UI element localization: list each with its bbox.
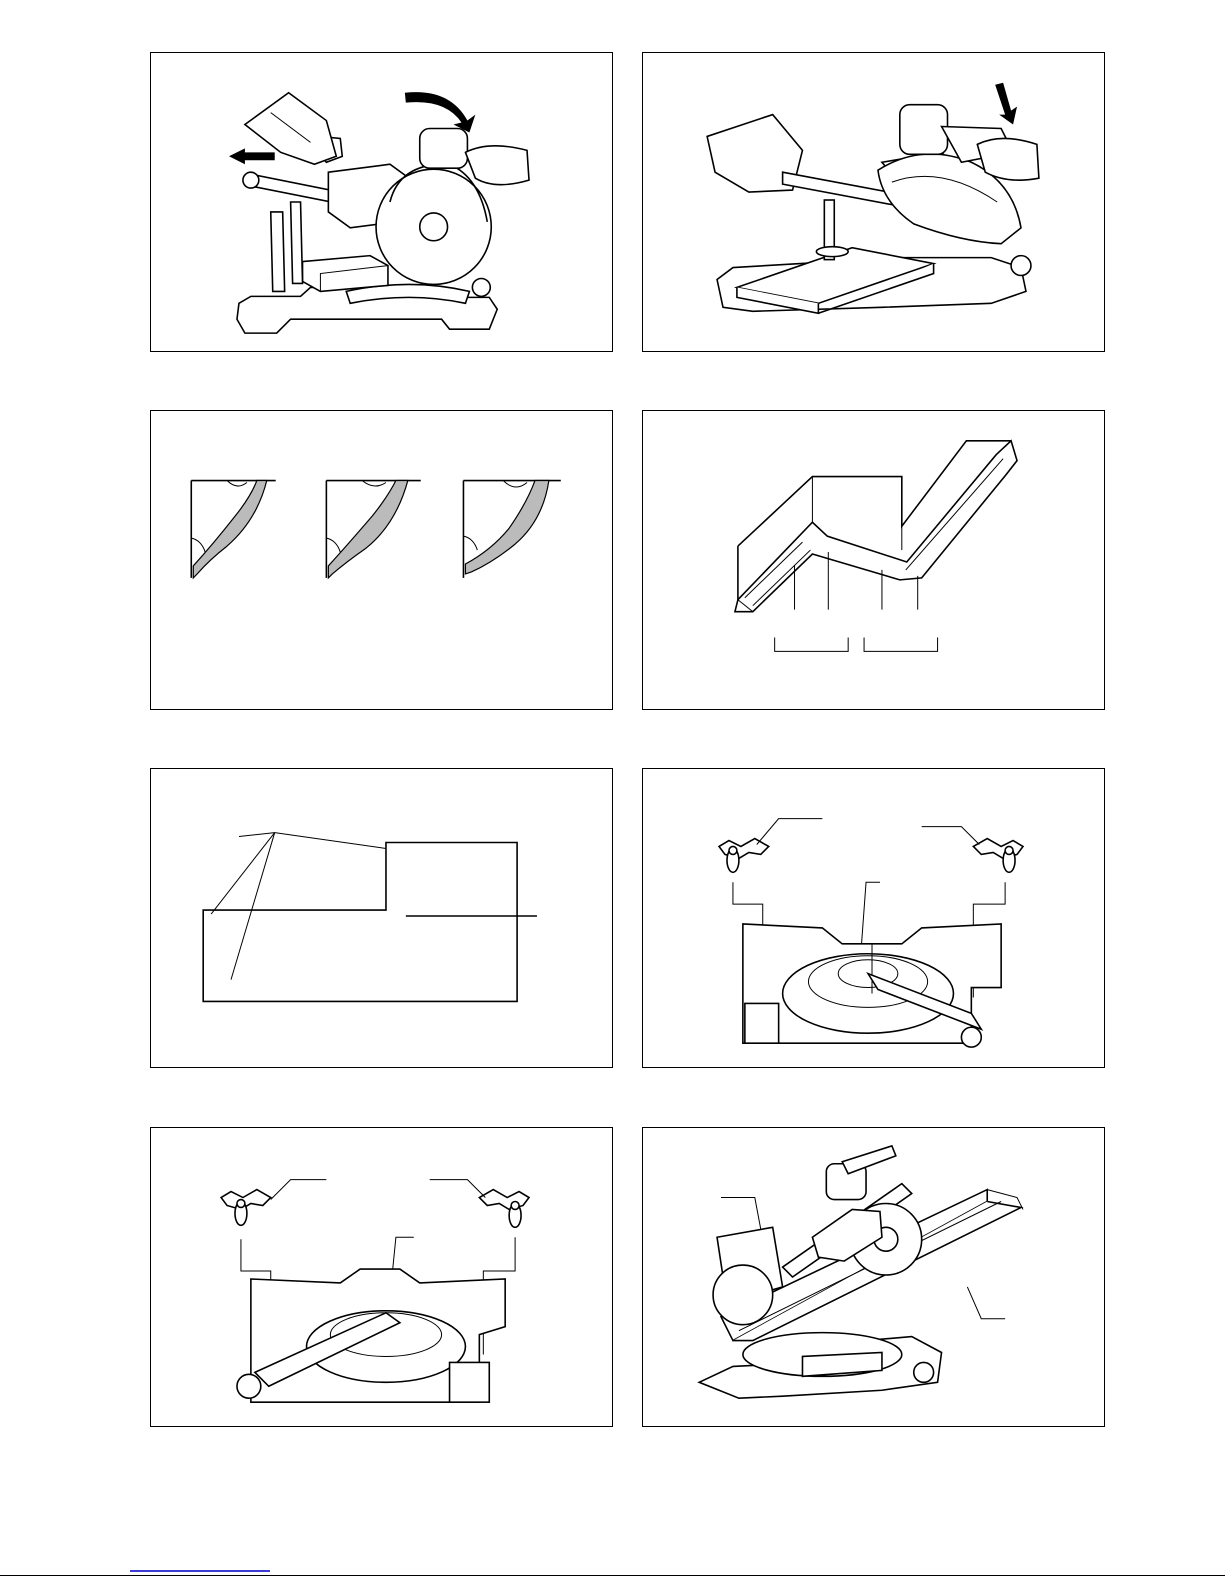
figure-wall-corners [150,768,613,1068]
crown-stop-icon [973,839,1023,873]
crown-stop-icon [479,1190,529,1228]
figure-saw-board-cut [642,52,1105,352]
bracket-icon [775,637,849,651]
figure-molding-on-saw [642,1127,1105,1427]
figure-crown-molding-profiles [150,410,613,710]
push-arrow-icon [229,148,275,164]
molding-profile-a [191,481,275,578]
miter-saw-icon [151,53,612,351]
figure-saw-slide-cut [150,52,613,352]
footer-rule [0,1575,1225,1576]
miter-saw-icon [151,1128,612,1426]
bracket-icon [864,637,938,651]
leader-line-icon [239,833,386,849]
figure-crown-stops-rear [150,1127,613,1427]
miter-saw-icon [643,53,1104,351]
hand-icon [465,146,529,185]
molding-profile-icon [151,411,612,709]
molding-profile-b [326,481,420,578]
figure-crown-molding-corners [642,410,1105,710]
curved-arrow-icon [405,92,476,132]
crown-stop-icon [221,1190,271,1226]
wall-corners-diagram [151,769,612,1067]
miter-saw-icon [643,769,1104,1067]
footer-link [130,1570,270,1572]
molding-profile-c [463,481,560,578]
down-arrow-icon [995,83,1017,125]
crown-molding-icon [643,411,1104,709]
crown-stop-icon [719,839,769,873]
figure-crown-stops-front [642,768,1105,1068]
miter-saw-icon [643,1128,1104,1426]
